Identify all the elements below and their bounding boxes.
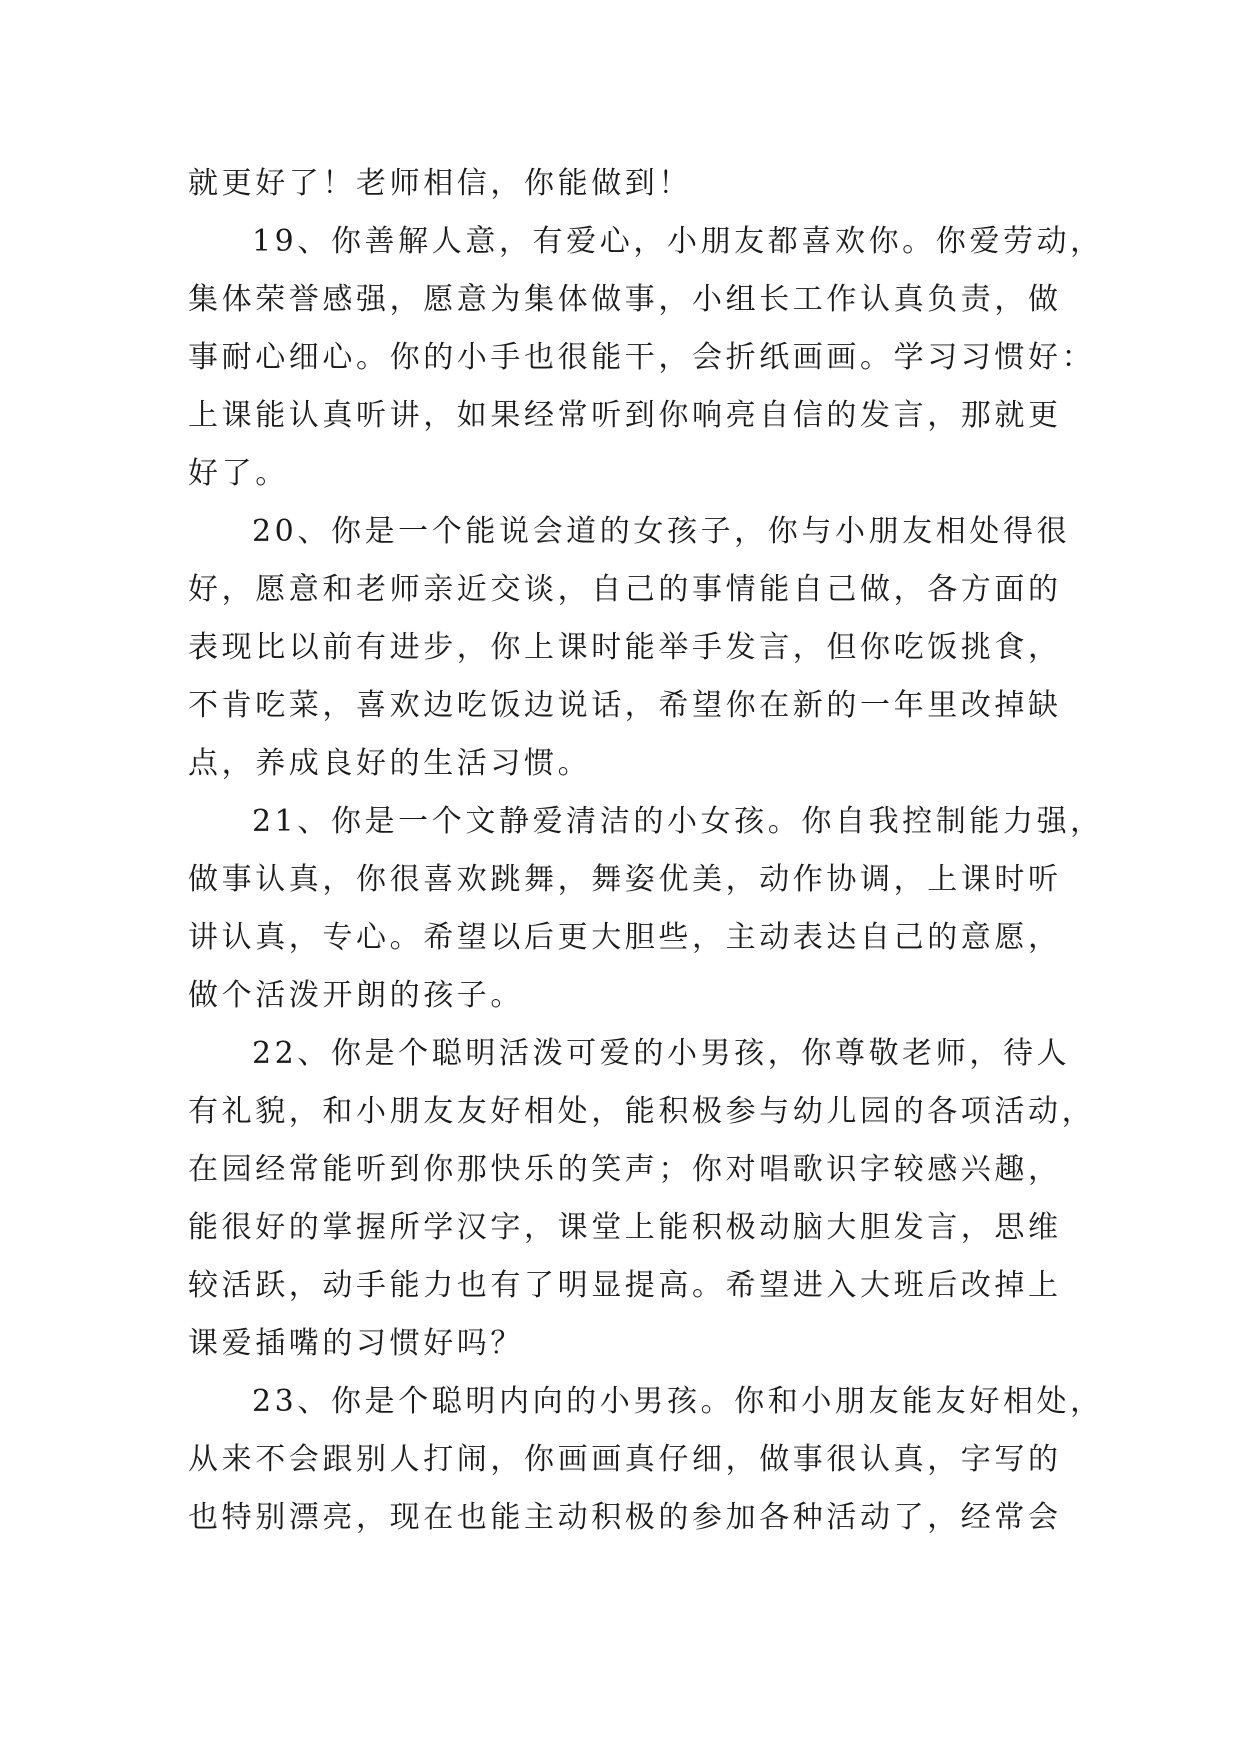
text-line: 较活跃，动手能力也有了明显提高。希望进入大班后改掉上 [188, 1268, 1062, 1303]
paragraph-23-line: 23、你是个聪明内向的小男孩。你和小朋友能友好相处， [252, 1384, 1104, 1419]
text-line: 集体荣誉感强，愿意为集体做事，小组长工作认真负责，做 [188, 282, 1062, 317]
text-line: 表现比以前有进步，你上课时能举手发言，但你吃饭挑食， [188, 630, 1062, 665]
text-line: 在园经常能听到你那快乐的笑声；你对唱歌识字较感兴趣， [188, 1152, 1062, 1187]
text-line: 课爱插嘴的习惯好吗？ [188, 1326, 524, 1361]
text-line: 上课能认真听讲，如果经常听到你响亮自信的发言，那就更 [188, 398, 1062, 433]
text-line: 有礼貌，和小朋友友好相处，能积极参与幼儿园的各项活动， [188, 1094, 1096, 1129]
text-line: 讲认真，专心。希望以后更大胆些，主动表达自己的意愿， [188, 920, 1062, 955]
text-line: 就更好了！老师相信，你能做到！ [188, 166, 692, 201]
text-line: 不肯吃菜，喜欢边吃饭边说话，希望你在新的一年里改掉缺 [188, 688, 1062, 723]
text-line: 事耐心细心。你的小手也很能干，会折纸画画。学习习惯好： [188, 340, 1096, 375]
text-line: 做个活泼开朗的孩子。 [188, 978, 524, 1013]
paragraph-19-line: 19、你善解人意，有爱心，小朋友都喜欢你。你爱劳动， [252, 224, 1104, 259]
text-line: 好了。 [188, 456, 289, 491]
text-line: 也特别漂亮，现在也能主动积极的参加各种活动了，经常会 [188, 1500, 1062, 1535]
text-line: 能很好的掌握所学汉字，课堂上能积极动脑大胆发言，思维 [188, 1210, 1062, 1245]
text-line: 做事认真，你很喜欢跳舞，舞姿优美，动作协调，上课时听 [188, 862, 1062, 897]
paragraph-22-line: 22、你是个聪明活泼可爱的小男孩，你尊敬老师，待人 [252, 1036, 1071, 1071]
text-line: 好，愿意和老师亲近交谈，自己的事情能自己做，各方面的 [188, 572, 1062, 607]
text-line: 点，养成良好的生活习惯。 [188, 746, 592, 781]
document-body [188, 155, 1104, 1547]
paragraph-21-line: 21、你是一个文静爱清洁的小女孩。你自我控制能力强， [252, 804, 1104, 839]
text-line: 从来不会跟别人打闹，你画画真仔细，做事很认真，字写的 [188, 1442, 1062, 1477]
paragraph-20-line: 20、你是一个能说会道的女孩子，你与小朋友相处得很 [252, 514, 1071, 549]
